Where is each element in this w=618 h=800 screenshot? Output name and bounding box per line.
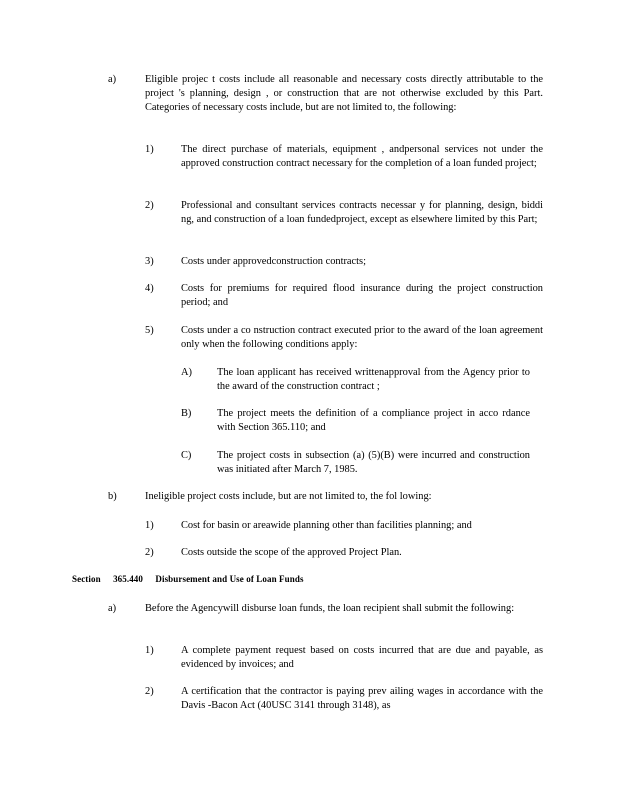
subitem-label: A) [181, 367, 192, 378]
item-text: Costs under approvedconstruction contracts; [181, 256, 366, 267]
item-text: Cost for basin or areawide planning other than facilities planning; and [181, 520, 472, 531]
item-label: 2) [145, 686, 154, 697]
clause-label: a) [108, 74, 117, 85]
clause-label: a) [108, 603, 117, 614]
item-text: Professional and consultant services contracts necessar y for planning, design, biddi ng, and construction of a loan fundedproject, except as elsewhere limited by this Part; [181, 200, 543, 226]
subitem-text: The loan applicant has received writtenapproval from the Agency prior to the award of the construction contract ; [217, 367, 530, 393]
section-word: Section [72, 574, 101, 584]
section-heading [72, 574, 314, 584]
subitem-text: The project costs in subsection (a) (5)(B) were incurred and construction was initiated after March 7, 1985. [217, 450, 530, 476]
item-label: 1) [145, 520, 154, 531]
section-number: 365.440 [113, 574, 144, 584]
item-label: 5) [145, 325, 154, 336]
subitem-text: The project meets the definition of a compliance project in acco rdance with Section 365.110; and [217, 408, 530, 434]
item-text: Costs for premiums for required flood insurance during the project construction period; and [181, 283, 543, 309]
item-label: 1) [145, 144, 154, 155]
item-text: Costs outside the scope of the approved Project Plan. [181, 547, 402, 558]
item-text: Costs under a co nstruction contract executed prior to the award of the loan agreement only when the following conditions apply: [181, 325, 543, 351]
item-text: A complete payment request based on costs incurred that are due and payable, as evidenced by invoices; and [181, 645, 543, 671]
item-label: 2) [145, 547, 154, 558]
clause-label: b) [108, 491, 117, 502]
item-label: 2) [145, 200, 154, 211]
item-label: 3) [145, 256, 154, 267]
subitem-label: C) [181, 450, 192, 461]
item-label: 4) [145, 283, 154, 294]
item-label: 1) [145, 645, 154, 656]
clause-text: Ineligible project costs include, but are not limited to, the fol lowing: [145, 491, 432, 502]
item-text: A certification that the contractor is paying prev ailing wages in accordance with the Davis -Bacon Act (40USC 3141 through 3148), as [181, 686, 543, 712]
clause-text: Before the Agencywill disburse loan funds, the loan recipient shall submit the following: [145, 603, 515, 614]
subitem-label: B) [181, 408, 192, 419]
section-title: Disbursement and Use of Loan Funds [155, 574, 304, 584]
item-text: The direct purchase of materials, equipment , andpersonal services not under the approved construction contract necessary for the completion of a loan funded project; [181, 144, 543, 170]
clause-text: Eligible projec t costs include all reasonable and necessary costs directly attributable to the project 's planning, design , or construction that are not otherwise excluded by this Part. Categories of necessary costs include, but are not limited to, the following: [145, 74, 543, 114]
